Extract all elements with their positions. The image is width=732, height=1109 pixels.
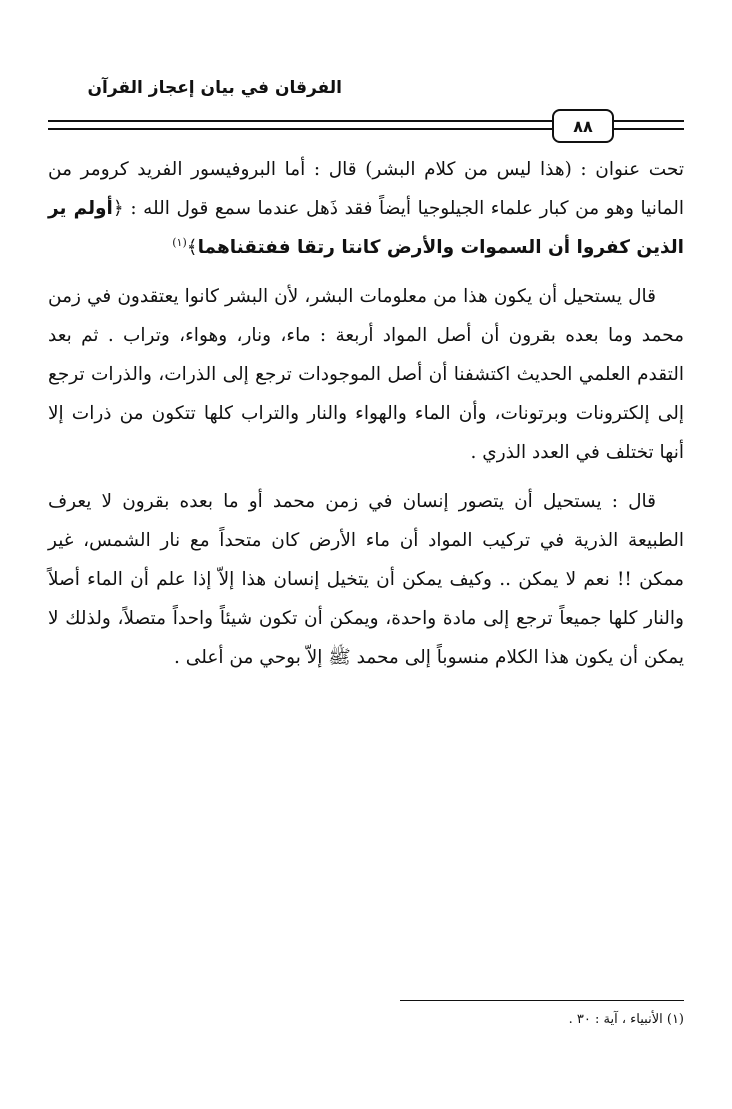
- page-number: ٨٨: [552, 109, 614, 143]
- verse-text: أولم ير الذين كفروا أن السموات والأرض كانتا رتقا ففتقناهما: [48, 198, 684, 258]
- paragraph-2-text: قال يستحيل أن يكون هذا من معلومات البشر، لأن البشر كانوا يعتقدون في زمن محمد وما بعده بقرون أن أصل المواد أربعة : ماء، ونار، وهواء، وتراب . ثم بعد التقدم العلمي الحديث اكتشفنا أن أصل الموجودات ترجع إلى الذرات، والذرات ترجع إلى إلكترونات وبرتونات، وأن الماء والهواء والنار والتراب كلها تتكون من ذرات إلا أنها تختلف في العدد الذري .: [48, 286, 684, 463]
- paragraph-3-text: قال : يستحيل أن يتصور إنسان في زمن محمد أو ما بعده بقرون لا يعرف الطبيعة الذرية في تركيب المواد أن ماء الأرض كان متحداً مع نار الشمس، غير ممكن !! نعم لا يمكن .. وكيف يمكن أن يتخيل إنسان هذا إلاّ إذا علم أن الماء أصلاً والنار كلها جميعاً ترجع إلى مادة واحدة، ويمكن أن تكون شيئاً واحداً متصلاً، ولذلك لا يمكن أن يكون هذا الكلام منسوباً إلى محمد: [48, 491, 684, 668]
- paragraph-3-end: إلاّ بوحي من أعلى .: [174, 647, 323, 668]
- body-text: [48, 150, 684, 677]
- footnote-rule: [400, 1000, 684, 1001]
- paragraph-1-text: تحت عنوان : (هذا ليس من كلام البشر) قال : أما البروفيسور الفريد كرومر من المانيا وهو من كبار علماء الجيلوجيا أيضاً فقد ذَهل عندما سمع قول الله :: [48, 159, 684, 219]
- verse-close-ornament: ﴾: [186, 237, 198, 258]
- paragraph-3: [48, 482, 684, 677]
- running-title: الفرقان في بيان إعجاز القرآن: [87, 78, 342, 98]
- paragraph-1: [48, 150, 684, 267]
- verse-open-ornament: ﴿: [112, 198, 124, 219]
- footnote: (١) الأنبياء ، آية : ٣٠ .: [568, 1012, 684, 1027]
- salawat-glyph: ﷺ: [328, 647, 351, 668]
- paragraph-2: [48, 277, 684, 472]
- footnote-reference: (١): [172, 235, 187, 249]
